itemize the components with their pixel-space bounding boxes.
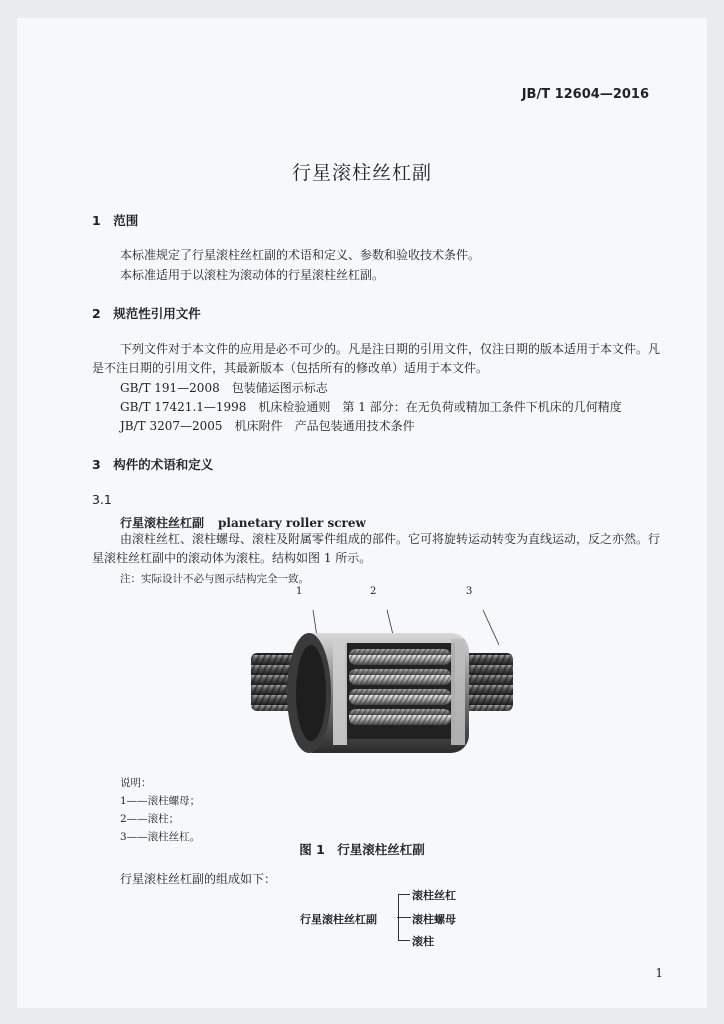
tree-child: 滚柱螺母 — [412, 913, 456, 926]
callout-2: 2 — [370, 586, 377, 597]
standard-code: JB/T 12604—2016 — [521, 87, 649, 102]
roller-screw-diagram — [237, 585, 517, 775]
figure-caption: 图 1 行星滚柱丝杠副 — [299, 842, 425, 857]
legend-item: 1——滚柱螺母； — [120, 795, 201, 807]
legend-item: 3——滚柱丝杠。 — [120, 831, 201, 843]
figure-note: 注：实际设计不必与图示结构完全一致。 — [120, 573, 309, 585]
composition-intro: 行星滚柱丝杠副的组成如下： — [120, 872, 277, 886]
reference-item: JB/T 3207—2005 机床附件 产品包装通用技术条件 — [120, 419, 415, 433]
subsection-number: 3.1 — [92, 492, 112, 507]
reference-item: GB/T 17421.1—1998 机床检验通则 第 1 部分：在无负荷或精加工条件下机床的几何精度 — [120, 400, 622, 414]
legend-title: 说明： — [120, 777, 152, 789]
reference-item: GB/T 191—2008 包装储运图示标志 — [120, 381, 328, 395]
tree-connector — [398, 894, 410, 895]
tree-child: 滚柱 — [412, 935, 434, 948]
section-2-heading: 2 规范性引用文件 — [92, 306, 201, 321]
page-number: 1 — [655, 966, 663, 980]
callout-1: 1 — [296, 586, 303, 597]
tree-root: 行星滚柱丝杠副 — [300, 913, 377, 926]
document-page — [17, 18, 707, 1008]
tree-connector — [398, 940, 410, 941]
section-1-para-2: 本标准适用于以滚柱为滚动体的行星滚柱丝杠副。 — [120, 268, 385, 282]
document-title: 行星滚柱丝杠副 — [291, 162, 432, 184]
legend-item: 2——滚柱； — [120, 813, 180, 825]
section-3-heading: 3 构件的术语和定义 — [92, 457, 214, 472]
tree-connector — [397, 917, 411, 918]
term-chinese: 行星滚柱丝杠副 — [120, 516, 205, 530]
section-1-para-1: 本标准规定了行星滚柱丝杠副的术语和定义、参数和验收技术条件。 — [120, 248, 481, 262]
section-1-heading: 1 范围 — [92, 213, 139, 228]
term-definition: 由滚柱丝杠、滚柱螺母、滚柱及附属零件组成的部件。它可将旋转运动转变为直线运动，反之亦然。行星滚柱丝杠副中的滚动体为滚柱。结构如图 1 所示。 — [92, 532, 661, 565]
tree-child: 滚柱丝杠 — [412, 889, 456, 902]
term-english: planetary roller screw — [218, 516, 366, 530]
section-2-intro: 下列文件对于本文件的应用是必不可少的。凡是注日期的引用文件，仅注日期的版本适用于本文件。凡是不注日期的引用文件，其最新版本（包括所有的修改单）适用于本文件。 — [92, 342, 661, 375]
figure-1-illustration — [237, 585, 517, 775]
term-line — [120, 512, 366, 531]
tree-connector — [398, 894, 399, 941]
callout-3: 3 — [466, 586, 473, 597]
